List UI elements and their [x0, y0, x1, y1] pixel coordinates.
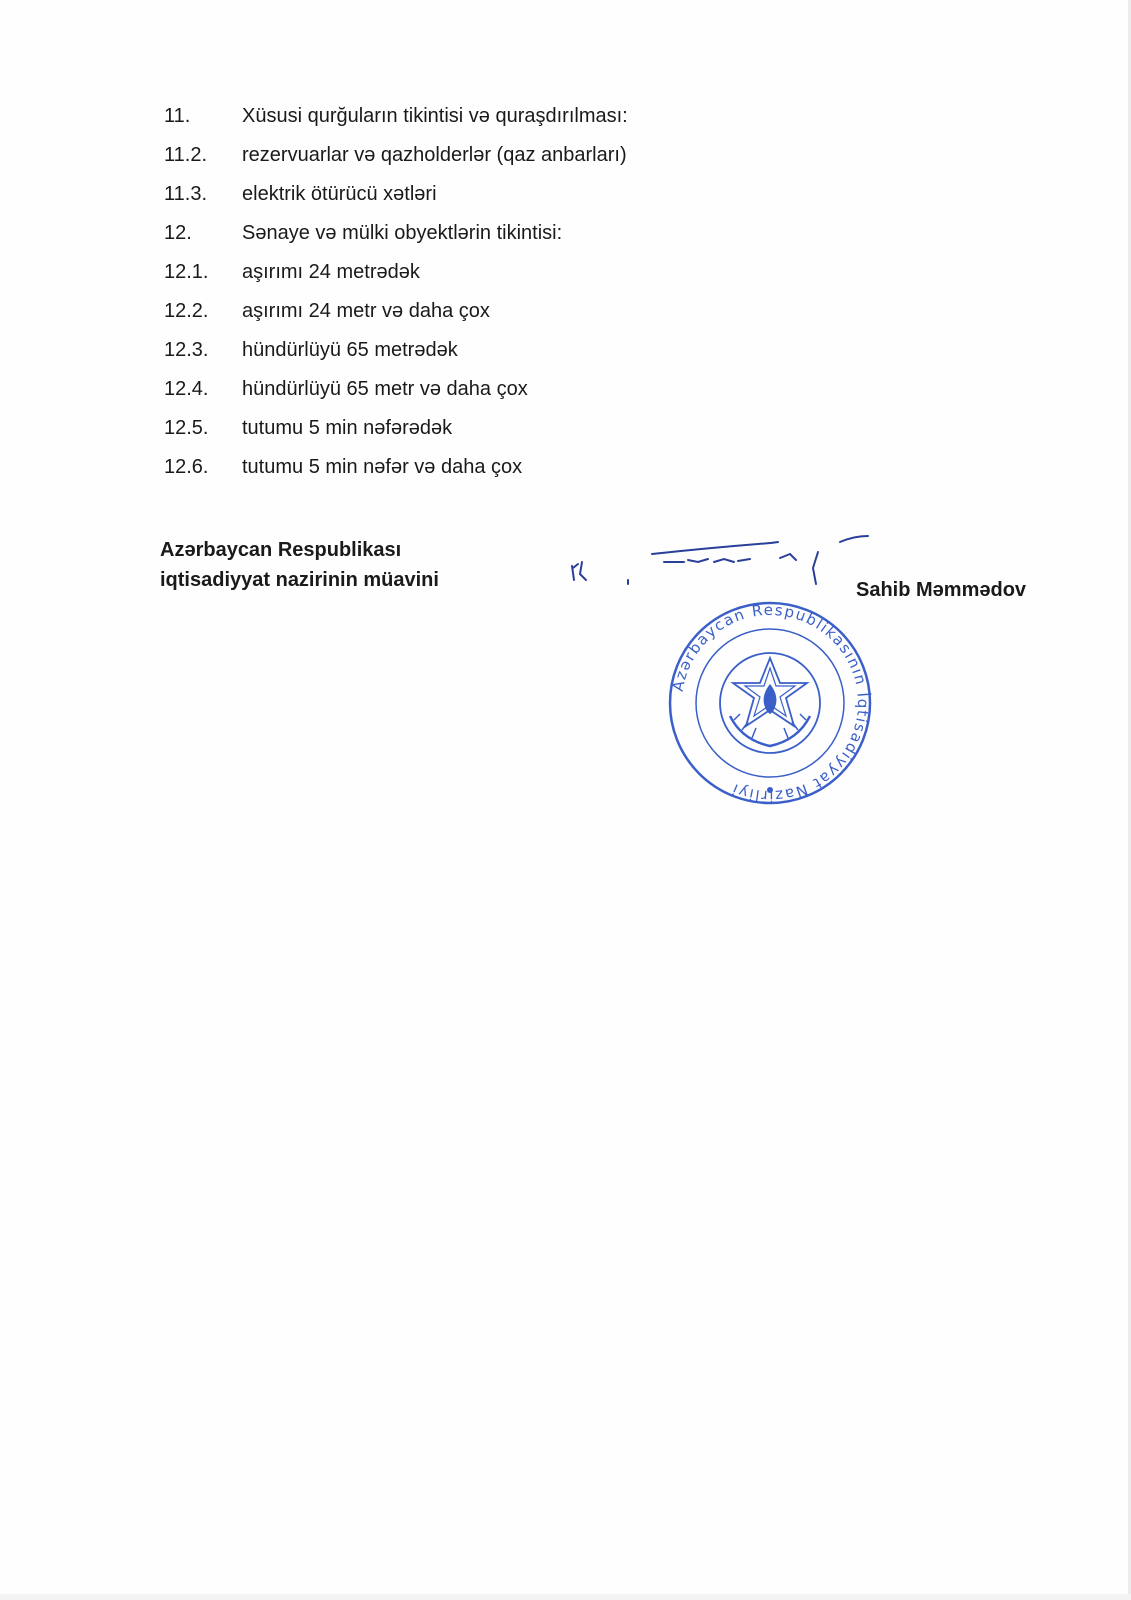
signatory-org-line2: iqtisadiyyat nazirinin müavini: [160, 569, 439, 591]
item-number: 11.3.: [164, 183, 207, 205]
list-item: [164, 336, 864, 375]
item-text: aşırımı 24 metrədək: [242, 261, 420, 283]
item-number: 12.5.: [164, 417, 209, 439]
item-number: 12.4.: [164, 378, 209, 400]
list-item: [164, 141, 864, 180]
signatory-title: [160, 535, 439, 595]
list-item: [164, 414, 864, 453]
signatory-org-line1: Azərbaycan Respublikası: [160, 539, 402, 561]
list-item: [164, 375, 864, 414]
item-text: rezervuarlar və qazholderlər (qaz anbarları): [242, 144, 627, 166]
item-list: [164, 102, 864, 492]
item-text: Xüsusi qurğuların tikintisi və quraşdırılması:: [242, 105, 628, 127]
item-text: hündürlüyü 65 metr və daha çox: [242, 378, 528, 400]
item-text: tutumu 5 min nəfərədək: [242, 417, 453, 439]
list-item: [164, 258, 864, 297]
list-item: [164, 453, 864, 492]
item-number: 12.6.: [164, 456, 209, 478]
list-item: [164, 297, 864, 336]
item-number: 12.2.: [164, 300, 209, 322]
item-number: 11.: [164, 105, 191, 127]
signatory-name: Sahib Məmmədov: [856, 579, 1027, 601]
handwritten-signature: [568, 528, 898, 608]
item-text: elektrik ötürücü xətləri: [242, 183, 437, 205]
official-seal: [660, 598, 880, 808]
page-edge: [0, 1594, 1131, 1600]
list-item: [164, 102, 864, 141]
item-number: 12.3.: [164, 339, 209, 361]
item-number: 11.2.: [164, 144, 207, 166]
item-number: 12.: [164, 222, 192, 244]
item-text: tutumu 5 min nəfər və daha çox: [242, 456, 523, 478]
list-item: [164, 219, 864, 258]
item-number: 12.1.: [164, 261, 209, 283]
item-text: Sənaye və mülki obyektlərin tikintisi:: [242, 222, 563, 244]
item-text: aşırımı 24 metr və daha çox: [242, 300, 490, 322]
item-text: hündürlüyü 65 metrədək: [242, 339, 458, 361]
seal-text-path: Azərbaycan Respublikasının İqtisadiyyat Nazirliyi: [668, 600, 873, 806]
list-item: [164, 180, 864, 219]
